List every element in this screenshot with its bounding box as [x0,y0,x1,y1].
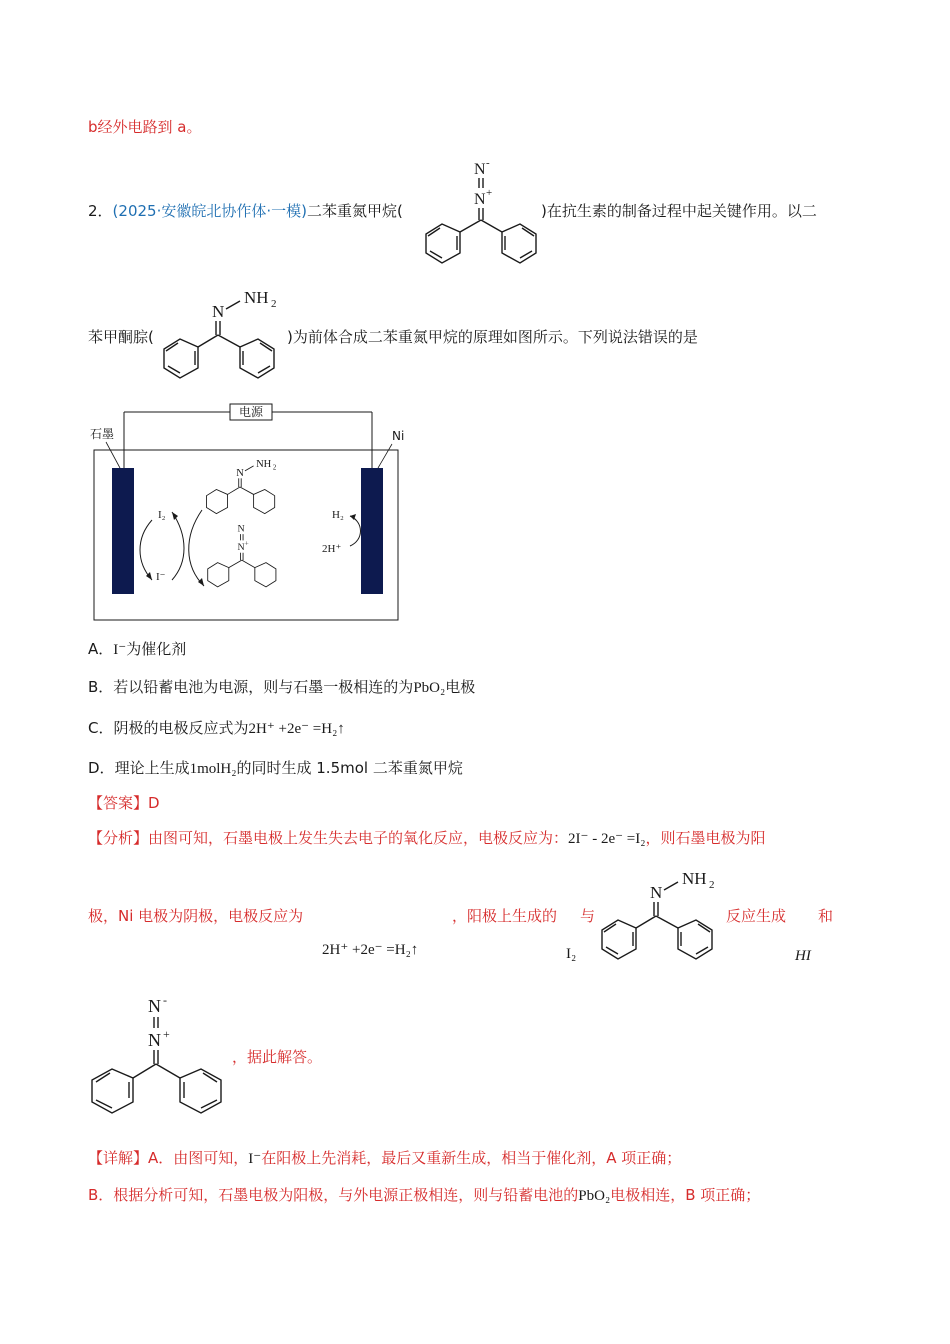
option-b-text-2: 电极 [445,678,476,696]
svg-text:-: - [486,157,490,169]
option-c-text: 阴极的电极反应式为 [113,719,249,737]
svg-text:N: N [148,1030,161,1050]
electrolysis-diagram [88,400,408,622]
answer-label: 【答案】 [88,794,149,812]
svg-text:+: + [163,1027,170,1041]
detail-b-formula: PbO₂ [578,1188,611,1204]
diagram-iminus: I⁻ [156,571,166,583]
svg-text:+: + [486,187,493,199]
ni-label: Ni [392,429,405,443]
svg-text:N: N [237,542,245,554]
analysis-line-1 [88,828,765,849]
ni-electrode [361,468,383,594]
analysis-text-5: 与 [580,907,596,925]
diazo-molecule-question [420,152,540,270]
svg-text:+: + [244,540,249,548]
option-a[interactable] [88,639,186,660]
option-c-formula: 2H⁺ +2e⁻ =H₂↑ [248,721,345,737]
detail-label: 【详解】 [88,1149,149,1167]
option-a-text: 为催化剂 [126,640,187,658]
option-b[interactable] [88,677,475,698]
graphite-electrode [112,468,134,594]
answer-value: D [148,794,160,812]
intro-line: b经外电路到 a。 [88,118,202,136]
mol-n-minus: N [474,161,486,178]
question-text-4: )为前体合成二苯重氮甲烷的原理如图所示。下列说法错误的是 [287,328,698,346]
question-line-1 [88,201,403,221]
svg-text:N: N [148,996,161,1016]
answer-line [88,793,160,813]
analysis-text-2: ，则石墨电极为阳 [645,829,766,847]
option-c-letter: C． [88,719,114,737]
question-text-2: )在抗生素的制备过程中起关键作用。以二 [541,202,817,220]
power-source-label: 电源 [238,405,264,419]
svg-text:2: 2 [709,879,715,891]
option-d-text-2: 的同时生成 1.5mol 二苯重氮甲烷 [236,759,463,777]
svg-text:N: N [236,467,244,479]
svg-text:N: N [474,191,486,208]
svg-text:N: N [212,302,225,321]
analysis-text-1: 由图可知，石墨电极上发生失去电子的氧化反应，电极反应为： [148,829,569,847]
analysis-text-7: 和 [818,907,834,925]
option-d-formula: 1molH₂ [189,761,237,777]
diagram-h2: H₂ [332,509,344,521]
question-source: (2025·安徽皖北协作体·一模) [112,202,307,220]
diagram-hydrazone [206,459,276,514]
detail-a-ion: I⁻ [248,1151,262,1167]
svg-text:-: - [163,993,167,1007]
analysis-formula-4: HI [795,948,811,964]
electrolytic-cell [94,450,398,620]
option-b-text-1: 若以铅蓄电池为电源，则与石墨一极相连的为 [113,678,414,696]
question-number: 2． [88,202,113,220]
detail-a-text-2: 在阳极上先消耗，最后又重新生成，相当于催化剂，A 项正确； [261,1149,682,1167]
svg-text:NH: NH [256,459,272,471]
option-d-letter: D． [88,759,115,777]
detail-b-text-1: B．根据分析可知，石墨电极为阳极，与外电源正极相连，则与铅蓄电池的 [88,1186,579,1204]
hydrazone-molecule-question [160,285,290,385]
detail-b-text-2: 电极相连，B 项正确； [610,1186,761,1204]
analysis-text-8: ，据此解答。 [232,1048,323,1066]
question-text-3: 苯甲酮腙( [88,328,154,346]
detail-line-a [88,1148,681,1169]
svg-text:N: N [237,523,245,535]
analysis-text-6: 反应生成 [726,907,787,925]
analysis-label: 【分析】 [88,829,149,847]
option-b-letter: B． [88,678,114,696]
detail-a-text-1: A．由图可知， [148,1149,249,1167]
svg-text:NH: NH [682,869,707,888]
diagram-diazo [208,524,276,587]
analysis-text-4: ，阳极上生成的 [452,907,558,925]
question-text-1: 二苯重氮甲烷( [306,202,403,220]
detail-line-b [88,1185,760,1206]
hydrazone-molecule-analysis [598,866,728,966]
diazo-molecule-analysis [88,990,228,1120]
option-d-text-1: 理论上生成 [114,759,190,777]
analysis-formula-3: I₂ [566,946,577,962]
option-d[interactable] [88,758,463,779]
analysis-text-3: 极，Ni 电极为阴极，电极反应为 [88,907,304,925]
svg-text:2: 2 [272,464,277,472]
analysis-formula-2: 2H⁺ +2e⁻ =H₂↑ [322,942,419,958]
option-b-formula: PbO₂ [413,680,446,696]
option-a-ion: I⁻ [113,642,127,658]
graphite-label: 石墨 [90,427,115,441]
option-c[interactable] [88,718,345,739]
option-a-letter: A． [88,640,114,658]
svg-text:2: 2 [271,298,277,310]
svg-text:N: N [650,883,663,902]
svg-text:NH: NH [244,288,269,307]
diagram-2h: 2H⁺ [322,543,342,555]
diagram-i2: I₂ [158,509,166,521]
analysis-formula-1: 2I⁻ - 2e⁻ =I₂ [568,831,646,847]
